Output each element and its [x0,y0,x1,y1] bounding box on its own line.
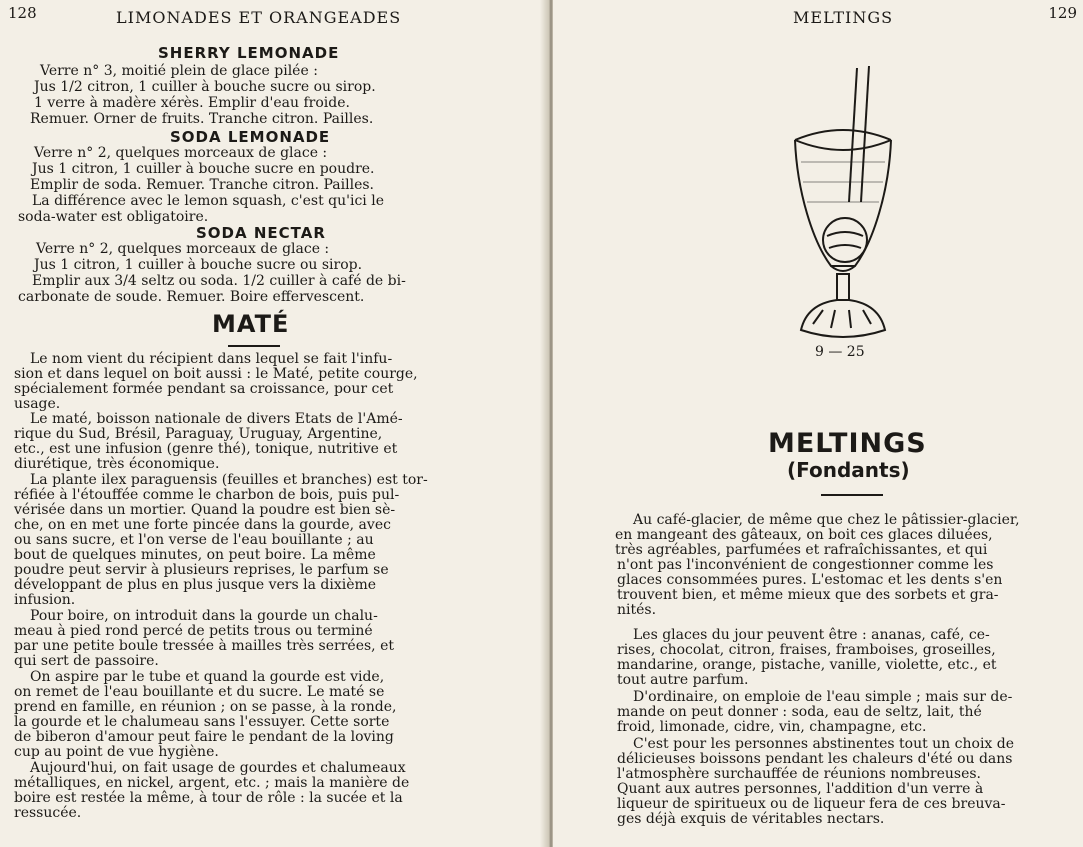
glass-foot [801,300,885,337]
text-line: Verre n° 3, moitié plein de glace pilée : [40,63,318,79]
text-line: froid, limonade, cidre, vin, champagne, etc. [617,719,927,735]
text-line: boire est restée la même, à tour de rôle : la sucée et la [14,790,403,806]
running-head-left: LIMONADES ET ORANGEADES [116,8,402,27]
text-line: délicieuses boissons pendant les chaleurs d'été ou dans [617,751,1013,767]
text-line: développant de plus en plus jusque vers la dixième [14,577,377,593]
recipe-title-soda-lemonade: SODA LEMONADE [170,128,331,146]
page-number-right: 129 [1048,4,1077,22]
text-line: infusion. [14,592,76,608]
text-line: par une petite boule tressée à mailles très serrées, et [14,638,394,654]
text-line: cup au point de vue hygiène. [14,744,219,760]
text-line: tout autre parfum. [617,672,749,688]
ice-cream-ball [823,218,867,262]
text-line: ressucée. [14,805,82,821]
title-rule [228,345,280,347]
text-line: mande on peut donner : soda, eau de seltz, lait, thé [617,704,982,720]
text-line: liqueur de spiritueux ou de liqueur fera de ces breuva- [617,796,1006,812]
text-line: de biberon d'amour peut faire le pendant de la loving [14,729,394,745]
glass-illustration [783,62,903,352]
text-line: ges déjà exquis de véritables nectars. [617,811,885,827]
text-line: diurétique, très économique. [14,456,220,472]
text-line: La plante ilex paraguensis (feuilles et branches) est tor- [30,472,428,488]
glass-stem [837,274,849,300]
figure-caption: 9 — 25 [815,344,865,360]
text-line: Jus 1 citron, 1 cuiller à bouche sucre en poudre. [32,161,375,177]
text-line: mandarine, orange, pistache, vanille, violette, etc., et [617,657,997,673]
text-line: La différence avec le lemon squash, c'est qu'ici le [32,193,384,209]
text-line: on remet de l'eau bouillante et du sucre. Le maté se [14,684,385,700]
text-line: Emplir de soda. Remuer. Tranche citron. Pailles. [30,177,374,193]
text-line: Pour boire, on introduit dans la gourde un chalu- [30,608,378,624]
text-line: Jus 1/2 citron, 1 cuiller à bouche sucre ou sirop. [34,79,376,95]
text-line: D'ordinaire, on emploie de l'eau simple ; mais sur de- [633,689,1013,705]
text-line: l'atmosphère surchauffée de réunions nombreuses. [617,766,982,782]
text-line: Aujourd'hui, on fait usage de gourdes et chalumeaux [30,760,406,776]
running-head-right: MELTINGS [793,8,894,27]
text-line: vérisée dans un mortier. Quand la poudre est bien sè- [14,502,396,518]
text-line: spécialement formée pendant sa croissance, pour cet [14,381,394,397]
text-line: meau à pied rond percé de petits trous ou terminé [14,623,373,639]
text-line: Le nom vient du récipient dans lequel se fait l'infu- [30,351,393,367]
text-line: glaces consommées pures. L'estomac et les dents s'en [617,572,1003,588]
text-line: la gourde et le chalumeau sans l'essuyer. Cette sorte [14,714,390,730]
text-line: rique du Sud, Brésil, Paraguay, Uruguay, Argentine, [14,426,383,442]
text-line: très agréables, parfumées et rafraîchissantes, et qui [615,542,988,558]
text-line: rises, chocolat, citron, fraises, framboises, groseilles, [617,642,996,658]
text-line: Emplir aux 3/4 seltz ou soda. 1/2 cuiller à café de bi- [32,273,406,289]
glass-rim-front [795,140,891,150]
text-line: bout de quelques minutes, on peut boire. La même [14,547,376,563]
text-line: ou sans sucre, et l'on verse de l'eau bouillante ; au [14,532,374,548]
text-line: usage. [14,396,61,412]
text-line: che, on en met une forte pincée dans la gourde, avec [14,517,391,533]
text-line: carbonate de soude. Remuer. Boire effervescent. [18,289,365,305]
text-line: On aspire par le tube et quand la gourde est vide, [30,669,385,685]
text-line: Jus 1 citron, 1 cuiller à bouche sucre ou sirop. [34,257,363,273]
text-line: Le maté, boisson nationale de divers Etats de l'Amé- [30,411,403,427]
text-line: poudre peut servir à plusieurs reprises, le parfum se [14,562,389,578]
section-title-mate: MATÉ [212,310,290,338]
page-number-left: 128 [8,4,37,22]
title-rule [821,494,883,496]
text-line: en mangeant des gâteaux, on boit ces glaces diluées, [615,527,993,543]
text-line: prend en famille, en réunion ; on se passe, à la ronde, [14,699,397,715]
text-line: qui sert de passoire. [14,653,159,669]
text-line: réfiée à l'étouffée comme le charbon de bois, puis pul- [14,487,400,503]
text-line: Verre n° 2, quelques morceaux de glace : [36,241,330,257]
recipe-title-sherry-lemonade: SHERRY LEMONADE [158,44,340,62]
text-line: soda-water est obligatoire. [18,209,209,225]
text-line: Quant aux autres personnes, l'addition d'un verre à [617,781,984,797]
text-line: n'ont pas l'inconvénient de congestionner comme les [617,557,994,573]
recipe-title-soda-nectar: SODA NECTAR [196,224,326,242]
text-line: Au café-glacier, de même que chez le pâtissier-glacier, [633,512,1020,528]
section-title-meltings: MELTINGS [768,428,927,459]
glass-bowl [795,140,891,266]
text-line: nités. [617,602,657,618]
text-line: 1 verre à madère xérès. Emplir d'eau froide. [34,95,350,111]
text-line: trouvent bien, et même mieux que des sorbets et gra- [617,587,999,603]
text-line: Remuer. Orner de fruits. Tranche citron. Pailles. [30,111,374,127]
text-line: etc., est une infusion (genre thé), tonique, nutritive et [14,441,398,457]
text-line: métalliques, en nickel, argent, etc. ; mais la manière de [14,775,410,791]
text-line: C'est pour les personnes abstinentes tout un choix de [633,736,1015,752]
ice-cream-lines [827,232,863,248]
text-line: Verre n° 2, quelques morceaux de glace : [34,145,328,161]
text-line: sion et dans lequel on boit aussi : le Maté, petite courge, [14,366,418,382]
glass-rim [795,130,891,140]
glass-foot-lines [813,310,871,328]
text-line: Les glaces du jour peuvent être : ananas, café, ce- [633,627,990,643]
section-subtitle-fondants: (Fondants) [787,458,910,482]
right-page [553,0,1083,847]
